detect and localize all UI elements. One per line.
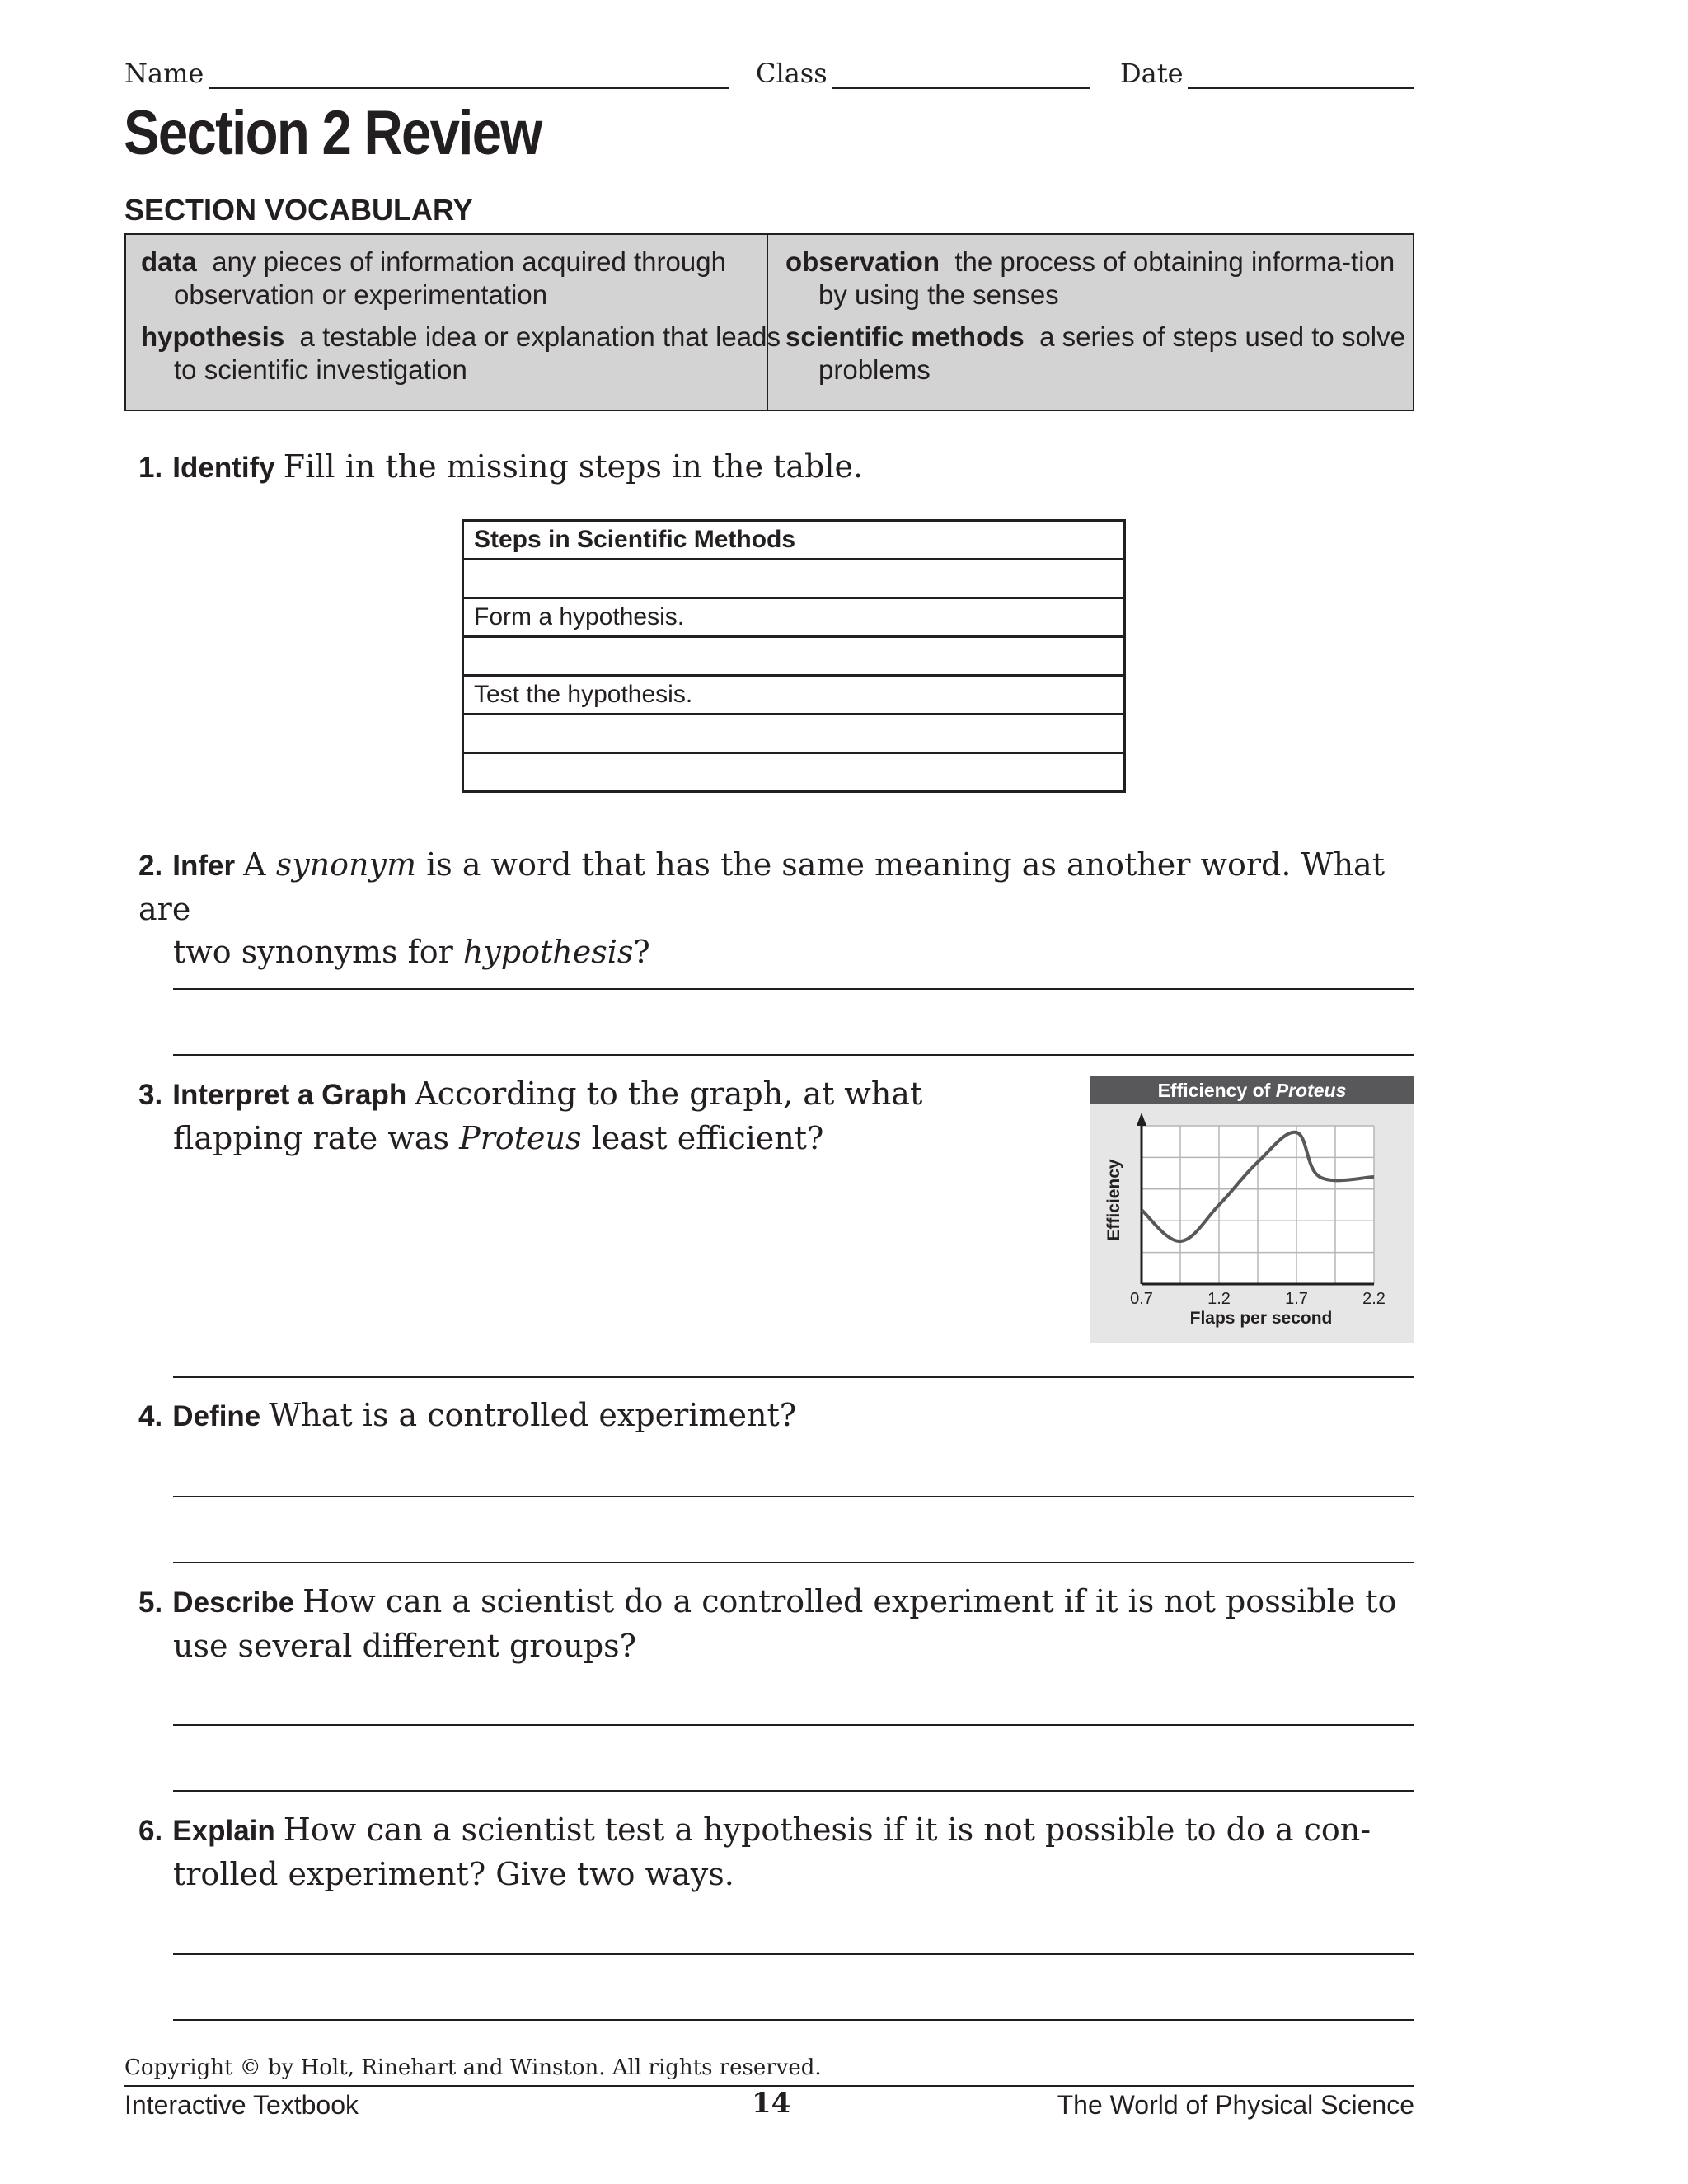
answer-line[interactable] [173,2019,1414,2021]
answer-line[interactable] [173,1376,1414,1378]
question-2: 2. Infer A synonym is a word that has the same meaning as another word. What are two synonyms for hypothesis? [138,846,1385,970]
footer-book-title: Interactive Textbook [124,2090,359,2120]
y-axis-arrow [1137,1113,1146,1126]
question-1: 1. Identify Fill in the missing steps in the table. [138,448,864,485]
answer-line[interactable] [173,1496,1414,1497]
footer-subject: The World of Physical Science [1057,2090,1414,2120]
question-4: 4. Define What is a controlled experiment? [138,1397,797,1433]
name-label: Name [124,58,204,89]
steps-table [462,519,1126,793]
steps-table-cell[interactable] [463,715,1125,753]
x-tick-label: 2.2 [1362,1290,1386,1308]
chart-title: Efficiency of Proteus [1090,1076,1414,1104]
x-tick-label: 0.7 [1130,1290,1153,1308]
chart-svg [1090,1076,1414,1343]
steps-table-header: Steps in Scientific Methods [463,521,1125,560]
class-field[interactable] [832,87,1090,89]
x-tick-label: 1.7 [1285,1290,1308,1308]
steps-table-cell[interactable] [463,560,1125,598]
steps-table-cell[interactable] [463,753,1125,792]
class-label: Class [756,58,828,89]
vocab-entry-scientific-methods: scientific methods a series of steps used to solve problems [785,321,1405,385]
answer-line[interactable] [173,1790,1414,1792]
vocabulary-heading: SECTION VOCABULARY [124,193,473,227]
efficiency-chart [1090,1076,1414,1343]
date-field[interactable] [1188,87,1414,89]
answer-line[interactable] [173,1953,1414,1955]
y-axis-label: Efficiency [1104,1159,1123,1241]
answer-line[interactable] [173,1724,1414,1726]
date-label: Date [1120,58,1184,89]
vocab-entry-observation: observation the process of obtaining informa-tion by using the senses [785,246,1395,310]
question-3: 3. Interpret a Graph According to the graph, at what flapping rate was Proteus least efficient? [138,1076,923,1156]
x-axis-label: Flaps per second [1189,1309,1333,1328]
vocab-entry-data: data any pieces of information acquired through observation or experimentation [141,246,726,310]
question-6: 6. Explain How can a scientist test a hypothesis if it is not possible to do a con- trolled experiment? Give two ways. [138,1811,1372,1892]
copyright: Copyright © by Holt, Rinehart and Winston. All rights reserved. [124,2055,822,2080]
steps-table-cell: Form a hypothesis. [463,598,1125,637]
x-tick-label: 1.2 [1207,1290,1231,1308]
answer-line[interactable] [173,1054,1414,1056]
vocab-entry-hypothesis: hypothesis a testable idea or explanation that leads to scientific investigation [141,321,781,385]
answer-line[interactable] [173,1562,1414,1563]
question-5: 5. Describe How can a scientist do a controlled experiment if it is not possible to use several different groups? [138,1583,1397,1664]
steps-table-cell[interactable] [463,637,1125,676]
steps-table-cell: Test the hypothesis. [463,676,1125,715]
page-title: Section 2 Review [124,98,542,168]
chart-grid [1142,1126,1374,1284]
page-number: 14 [752,2087,791,2120]
name-field[interactable] [209,87,729,89]
answer-line[interactable] [173,988,1414,990]
